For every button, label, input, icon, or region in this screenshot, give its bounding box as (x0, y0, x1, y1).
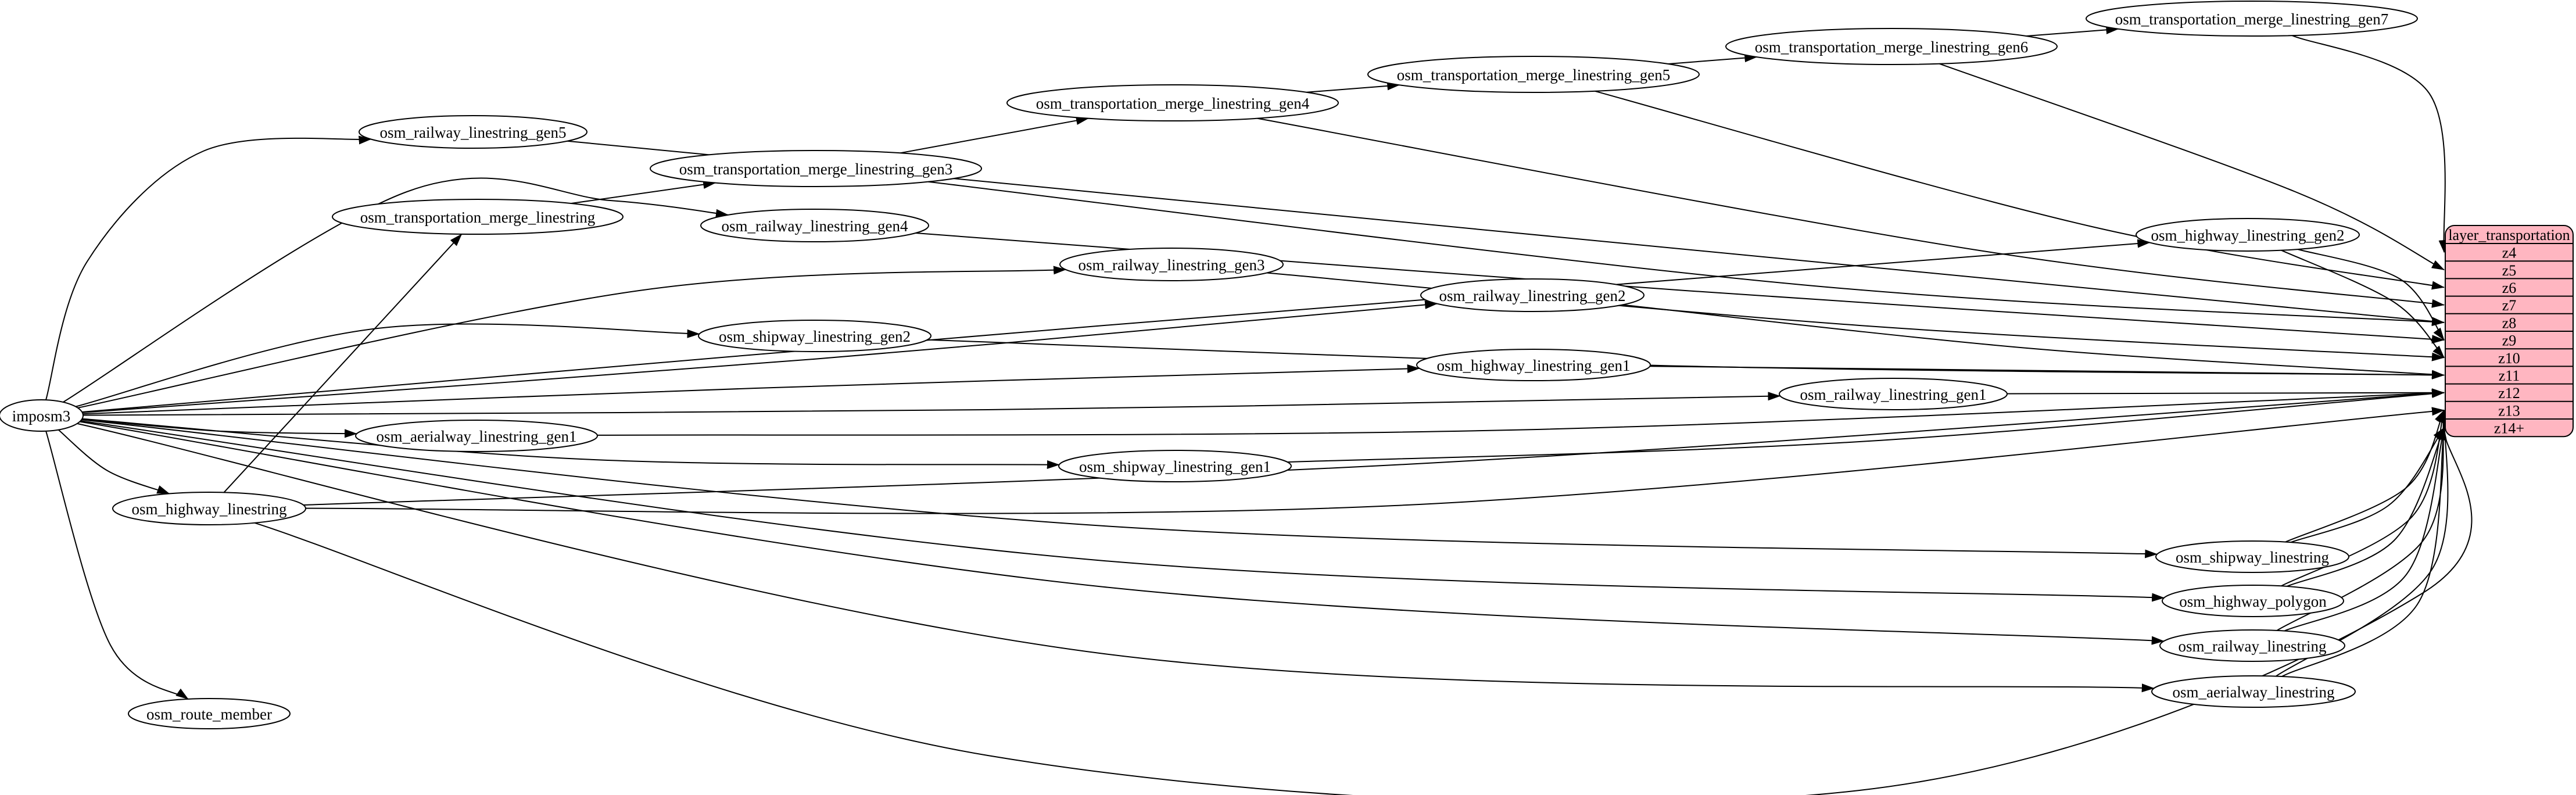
edge-imposm3-to-osm_route_member (46, 431, 188, 699)
node-label-osm_aerialway_linestring_gen1: osm_aerialway_linestring_gen1 (376, 428, 577, 445)
table-row-z10: z10 (2498, 349, 2520, 367)
edge-osm_highway_linestring_gen2-to-layer_transportation-z9 (2298, 249, 2444, 340)
edge-osm_highway_linestring-to-layer_transportation-z13 (306, 410, 2444, 514)
node-label-osm_railway_linestring_gen3: osm_railway_linestring_gen3 (1078, 256, 1265, 274)
edge-osm_transportation_merge_linestring_gen7-to-layer_transportation-z4 (2292, 35, 2445, 252)
node-label-osm_railway_linestring_gen2: osm_railway_linestring_gen2 (1439, 287, 1626, 305)
edge-imposm3-to-osm_railway_linestring_gen1 (83, 396, 1780, 415)
node-osm_highway_polygon (2162, 585, 2344, 617)
node-osm_transportation_merge_linestring_gen3 (650, 151, 981, 187)
node-label-osm_highway_linestring: osm_highway_linestring (131, 500, 287, 518)
node-label-osm_railway_linestring_gen1: osm_railway_linestring_gen1 (1800, 386, 1987, 403)
edge-osm_highway_linestring-to-layer_transportation-z12 (303, 393, 2444, 505)
node-label-osm_transportation_merge_linestring: osm_transportation_merge_linestring (360, 209, 596, 226)
edge-imposm3-to-osm_railway_linestring_gen2 (83, 304, 1437, 413)
edge-osm_highway_linestring-to-layer_transportation-z14+ (255, 428, 2472, 795)
node-label-osm_transportation_merge_linestring_gen5: osm_transportation_merge_linestring_gen5 (1396, 66, 1671, 84)
node-osm_shipway_linestring_gen2 (698, 320, 931, 352)
node-osm_railway_linestring_gen3 (1060, 248, 1283, 281)
node-osm_transportation_merge_linestring_gen4 (1007, 85, 1338, 121)
edge-osm_shipway_linestring-to-layer_transportation-z14+ (2291, 428, 2444, 542)
edge-osm_transportation_merge_linestring_gen4-to-osm_transportation_merge_linestring_gen5 (1307, 85, 1400, 92)
table-title: layer_transportation (2448, 227, 2570, 243)
node-osm_transportation_merge_linestring_gen6 (1726, 28, 2057, 65)
edge-osm_railway_linestring_gen2-to-layer_transportation-z11 (1622, 305, 2444, 375)
node-osm_railway_linestring (2160, 630, 2345, 661)
node-label-osm_aerialway_linestring: osm_aerialway_linestring (2172, 683, 2335, 701)
node-label-osm_transportation_merge_linestring_gen6: osm_transportation_merge_linestring_gen6 (1754, 38, 2029, 56)
node-label-osm_route_member: osm_route_member (146, 706, 272, 723)
node-osm_shipway_linestring_gen1 (1059, 450, 1291, 482)
node-label-osm_highway_polygon: osm_highway_polygon (2179, 593, 2327, 610)
table-row-z13: z13 (2498, 402, 2520, 420)
node-osm_transportation_merge_linestring_gen7 (2086, 1, 2417, 36)
node-label-osm_highway_linestring_gen2: osm_highway_linestring_gen2 (2151, 227, 2345, 244)
node-label-osm_transportation_merge_linestring_gen7: osm_transportation_merge_linestring_gen7 (2115, 10, 2389, 28)
table-layer (2445, 225, 2573, 437)
node-label-osm_railway_linestring_gen4: osm_railway_linestring_gen4 (721, 217, 908, 235)
edge-osm_shipway_linestring-to-layer_transportation-z13 (2285, 410, 2444, 542)
table-row-z6: z6 (2502, 280, 2517, 296)
node-label-osm_transportation_merge_linestring_gen4: osm_transportation_merge_linestring_gen4 (1036, 95, 1310, 112)
node-label-osm_shipway_linestring: osm_shipway_linestring (2176, 549, 2329, 566)
node-label-osm_railway_linestring_gen5: osm_railway_linestring_gen5 (379, 124, 567, 141)
edge-imposm3-to-osm_highway_linestring (59, 430, 170, 494)
edge-osm_shipway_linestring_gen2-to-layer_transportation-z11 (927, 340, 2444, 375)
edge-osm_transportation_merge_linestring-to-osm_transportation_merge_linestring_gen3 (571, 183, 715, 203)
node-osm_transportation_merge_linestring (332, 199, 623, 234)
table-row-z9: z9 (2502, 332, 2517, 349)
node-osm_railway_linestring_gen1 (1779, 378, 2007, 410)
node-osm_shipway_linestring (2156, 541, 2349, 572)
edge-imposm3-to-osm_highway_linestring_gen1 (83, 368, 1420, 414)
table-row-z8: z8 (2502, 314, 2517, 332)
table-row-z12: z12 (2498, 385, 2520, 402)
node-osm_transportation_merge_linestring_gen5 (1368, 56, 1699, 92)
edge-osm_transportation_merge_linestring_gen6-to-osm_transportation_merge_linestring_gen7 (2026, 29, 2118, 36)
nodes-layer (0, 1, 2417, 729)
node-osm_highway_linestring_gen2 (2136, 219, 2359, 251)
node-label-osm_transportation_merge_linestring_gen3: osm_transportation_merge_linestring_gen3 (679, 160, 953, 178)
edge-osm_aerialway_linestring_gen1-to-layer_transportation-z12 (597, 393, 2444, 435)
edge-osm_transportation_merge_linestring_gen5-to-osm_transportation_merge_linestring_gen6 (1668, 57, 1757, 64)
node-label-imposm3: imposm3 (12, 407, 71, 425)
edge-osm_transportation_merge_linestring_gen3-to-osm_transportation_merge_linestring_gen4 (900, 119, 1088, 153)
node-osm_aerialway_linestring (2152, 676, 2355, 707)
node-osm_railway_linestring_gen2 (1421, 279, 1644, 311)
node-osm_railway_linestring_gen4 (701, 209, 929, 242)
node-label-osm_shipway_linestring_gen1: osm_shipway_linestring_gen1 (1079, 458, 1271, 475)
node-label-osm_shipway_linestring_gen2: osm_shipway_linestring_gen2 (719, 328, 911, 345)
edge-osm_transportation_merge_linestring_gen4-to-layer_transportation-z7 (1257, 119, 2444, 305)
node-osm_highway_linestring (113, 492, 306, 525)
table-row-z11: z11 (2498, 367, 2520, 384)
node-osm_railway_linestring_gen5 (359, 116, 587, 148)
table-row-z5: z5 (2502, 262, 2517, 279)
node-osm_highway_linestring_gen1 (1417, 349, 1650, 381)
node-osm_route_member (128, 699, 290, 729)
node-imposm3 (0, 400, 83, 431)
table-row-z4: z4 (2502, 244, 2517, 262)
node-label-osm_highway_linestring_gen1: osm_highway_linestring_gen1 (1436, 357, 1631, 374)
node-label-osm_railway_linestring: osm_railway_linestring (2178, 638, 2327, 655)
edge-imposm3-to-osm_railway_linestring_gen5 (46, 138, 371, 400)
edge-osm_railway_linestring_gen1-to-layer_transportation-z12 (2007, 393, 2444, 394)
edge-imposm3-to-osm_aerialway_linestring_gen1 (82, 419, 357, 434)
table-row-z7: z7 (2502, 297, 2517, 314)
table-row-z14+: z14+ (2493, 420, 2525, 437)
node-osm_aerialway_linestring_gen1 (356, 420, 597, 452)
edge-osm_transportation_merge_linestring_gen5-to-layer_transportation-z6 (1595, 91, 2444, 288)
